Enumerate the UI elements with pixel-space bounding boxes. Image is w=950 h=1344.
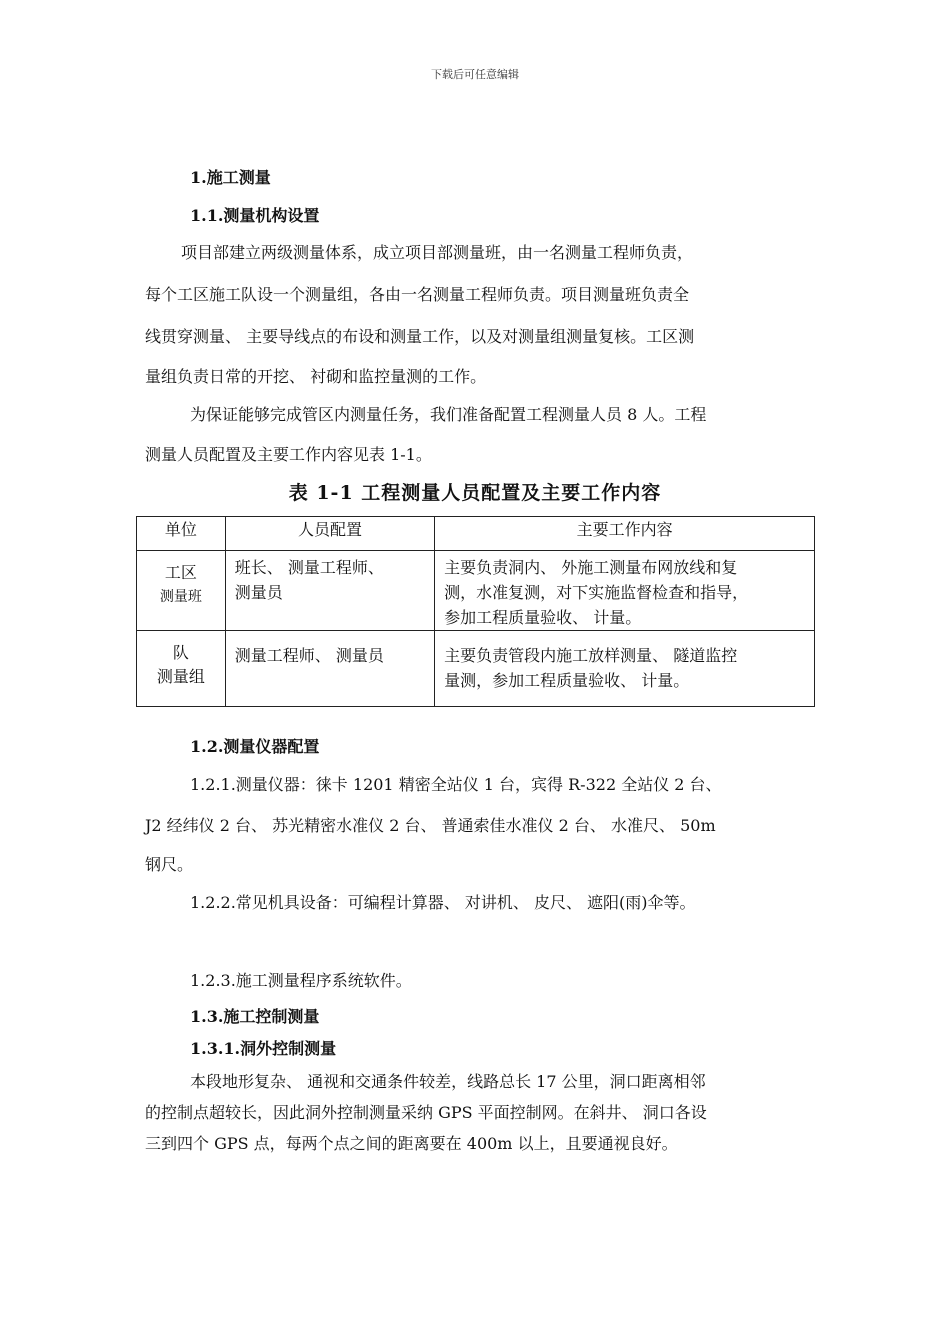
paragraph-line: 1.2.1.测量仪器：徕卡 1201 精密全站仪 1 台，宾得 R-322 全站仪 2 台、 <box>190 775 722 794</box>
table-caption: 表 1-1 工程测量人员配置及主要工作内容 <box>288 482 662 504</box>
header-cell-work: 主要工作内容 <box>435 517 815 551</box>
staff-line: 班长、 测量工程师、 <box>234 558 384 577</box>
paragraph-line: 项目部建立两级测量体系，成立项目部测量班，由一名测量工程师负责， <box>181 243 694 262</box>
unit-team: 测量班 <box>159 589 202 605</box>
paragraph-line: 量组负责日常的开挖、 衬砌和监控量测的工作。 <box>145 367 487 386</box>
section-title-1-2: 1.2.测量仪器配置 <box>190 737 320 756</box>
staff-cell <box>225 631 434 707</box>
unit-team: 测量组 <box>156 667 205 686</box>
header-cell-staff: 人员配置 <box>225 517 434 551</box>
section-title-1-1: 1.1.测量机构设置 <box>190 206 320 225</box>
unit-cell <box>137 551 226 631</box>
paragraph-line: 的控制点超较长，因此洞外控制测量采纳 GPS 平面控制网。在斜井、 洞口各设 <box>145 1103 707 1122</box>
paragraph-line: 本段地形复杂、 通视和交通条件较差，线路总长 17 公里，洞口距离相邻 <box>190 1072 706 1091</box>
section-title-1-3: 1.3.施工控制测量 <box>190 1007 320 1026</box>
page-header: 下载后可任意编辑 <box>431 68 519 81</box>
paragraph-line: 为保证能够完成管区内测量任务，我们准备配置工程测量人员 8 人。工程 <box>190 405 707 424</box>
table-header-row <box>137 517 815 551</box>
unit-name: 工区 <box>164 563 197 582</box>
work-cell <box>435 551 815 631</box>
unit-name: 队 <box>172 643 189 662</box>
table-row <box>137 631 815 707</box>
paragraph-line: 1.2.2.常见机具设备：可编程计算器、 对讲机、 皮尺、 遮阳(雨)伞等。 <box>190 893 696 912</box>
staff-line: 测量员 <box>234 583 283 602</box>
paragraph-line: 1.2.3.施工测量程序系统软件。 <box>190 971 412 990</box>
table-row <box>137 551 815 631</box>
paragraph-line: 钢尺。 <box>145 855 194 874</box>
paragraph-line: J2 经纬仪 2 台、 苏光精密水准仪 2 台、 普通索佳水准仪 2 台、 水准尺、 50m <box>145 816 716 835</box>
work-cell <box>435 631 815 707</box>
header-cell-unit: 单位 <box>137 517 226 551</box>
work-line: 量测，参加工程质量验收、 计量。 <box>444 671 690 690</box>
work-line: 主要负责管段内施工放样测量、 隧道监控 <box>444 646 738 665</box>
work-line: 测，水准复测，对下实施监督检查和指导， <box>444 583 749 602</box>
section-title-1: 1.施工测量 <box>190 168 271 187</box>
paragraph-line: 每个工区施工队设一个测量组，各由一名测量工程师负责。项目测量班负责全 <box>145 285 690 304</box>
paragraph-line: 线贯穿测量、 主要导线点的布设和测量工作，以及对测量组测量复核。工区测 <box>145 327 695 346</box>
unit-cell <box>137 631 226 707</box>
staff-table <box>136 516 815 707</box>
staff-cell <box>225 551 434 631</box>
section-title-1-3-1: 1.3.1.洞外控制测量 <box>190 1039 337 1058</box>
staff-line: 测量工程师、 测量员 <box>234 646 384 665</box>
work-line: 主要负责洞内、 外施工测量布网放线和复 <box>444 558 738 577</box>
paragraph-line: 测量人员配置及主要工作内容见表 1-1。 <box>145 445 432 464</box>
work-line: 参加工程质量验收、 计量。 <box>444 608 642 627</box>
paragraph-line: 三到四个 GPS 点，每两个点之间的距离要在 400m 以上，且要通视良好。 <box>145 1134 678 1153</box>
